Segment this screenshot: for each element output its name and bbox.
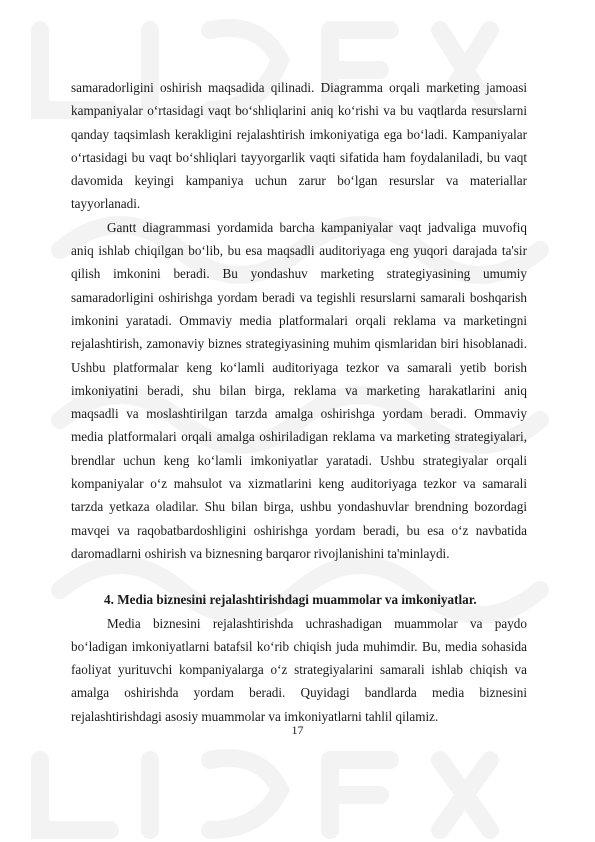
paragraph-spacer	[71, 565, 527, 588]
section-heading: 4. Media biznesini rejalashtirishdagi muammolar va imkoniyatlar.	[104, 592, 477, 608]
paragraph: samaradorligini oshirish maqsadida qilinadi. Diagramma orqali marketing jamoasi kampaniyalar o‘rtasidagi vaqt bo‘shliqlarini aniq ko‘rishi va bu vaqtlarda resurslarni qanday taqsimlash kerakligini rejalashtirish imkoniyatiga ega bo‘ladi. Kampaniyalar o‘rtasidagi bu vaqt bo‘shliqlari tayyorgarlik vaqti sifatida ham foydalaniladi, bu vaqt davomida keyingi kampaniya uchun zarur bo‘lgan resurslar va materiallar tayyorlanadi.	[71, 80, 527, 212]
document-body	[71, 76, 527, 728]
page-number: 17	[291, 723, 304, 737]
paragraph: Media biznesini rejalashtirishda uchrashadigan muammolar va paydo bo‘ladigan imkoniyatlarni batafsil ko‘rib chiqish juda muhimdir. Bu, media sohasida faoliyat yurituvchi kompaniyalarga o‘z strategiyalarini samarali ishlab chiqish va amalga oshirishda yordam beradi. Quyidagi bandlarda media biznesini rejalashtirishdagi asosiy muammolar va imkoniyatlarni tahlil qilamiz.	[71, 615, 527, 724]
paragraph: Gantt diagrammasi yordamida barcha kampaniyalar vaqt jadvaliga muvofiq aniq ishlab chiqilgan bo‘lib, bu esa maqsadli auditoriyaga eng yuqori darajada ta'sir qilish imkonini beradi. Bu yondashuv marketing strategiyasining umumiy samaradorligini oshirishga yordam beradi va tegishli resurslarni samarali boshqarish imkonini yaratadi. Ommaviy media platformalari orqali reklama va marketingni rejalashtirish, zamonaviy biznes strategiyasining muhim qismlaridan biri hisoblanadi. Ushbu platformalar keng ko‘lamli auditoriyaga tezkor va samarali yetib borish imkoniyatini beradi, shu bilan birga, reklama va marketing harakatlarini aniq maqsadli va moslashtirilgan tarzda amalga oshirishga yordam beradi. Ommaviy media platformalari orqali amalga oshiriladigan reklama va marketing strategiyalari, brendlar uchun keng ko‘lamli imkoniyatlar yaratadi. Ushbu strategiyalar orqali kompaniyalar o‘z mahsulot va xizmatlarini keng auditoriyaga tezkor va samarali tarzda yetkaza oladilar. Shu bilan birga, ushbu yondashuvlar brendning bozordagi mavqei va raqobatbardoshligini oshirishga yordam beradi, bu esa o‘z navbatida daromadlarni oshirish va biznesning barqaror rivojlanishini ta'minlaydi.	[71, 219, 527, 561]
